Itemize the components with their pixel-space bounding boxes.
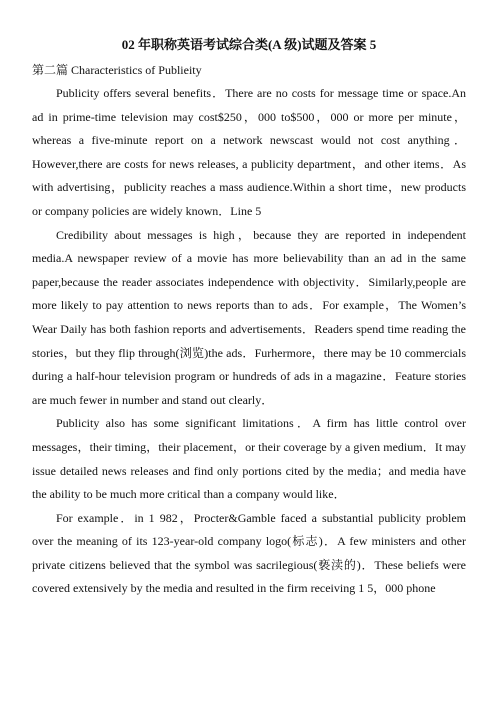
document-title: 02 年职称英语考试综合类(A 级)试题及答案 5 bbox=[121, 37, 377, 52]
paragraph-4: For example．in 1 982，Procter&Gamble faced a substantial publicity problem over the meaning of its 123-year-old company logo(标志)．A few ministers and other private citizens believed that the symbol was sacrilegious(亵渎的)．These beliefs were covered extensively by the media and resulted in the firm receiving 1 5，000 phone bbox=[32, 510, 466, 596]
section-heading: 第二篇 Characteristics of Publieity bbox=[32, 63, 202, 77]
paragraph-2: Credibility about messages is high，because they are reported in independent media.A newspaper review of a movie has more believability than an ad in the same paper,because the reader associates independence with objectivity．Similarly,people are more likely to pay attention to news reports than to ads．For example，The Women’s Wear Daily has both fashion reports and advertisements．Readers spend time reading the stories，but they flip through(浏览)the ads．Furhermore，there may be 10 commercials during a half-hour television program or hundreds of ads in a magazine．Feature stories are much fewer in number and stand out clearly． bbox=[32, 227, 466, 407]
paragraph-1: Publicity offers several benefits．There are no costs for message time or space.An ad in prime-time television may cost$250，000 to$500，000 or more per minute，whereas a five-minute report on a network newscast would not cost anything．However,there are costs for news releases, a publicity department，and other items．As with advertising，publicity reaches a mass audience.Within a short time，new products or company policies are widely known．Line 5 bbox=[32, 86, 466, 218]
paragraph-3: Publicity also has some significant limitations．A firm has little control over messages，their timing，their placement，or their coverage by a given medium．It may issue detailed news releases and find only portions cited by the media；and media have the ability to be much more critical than a company would like． bbox=[32, 416, 466, 502]
